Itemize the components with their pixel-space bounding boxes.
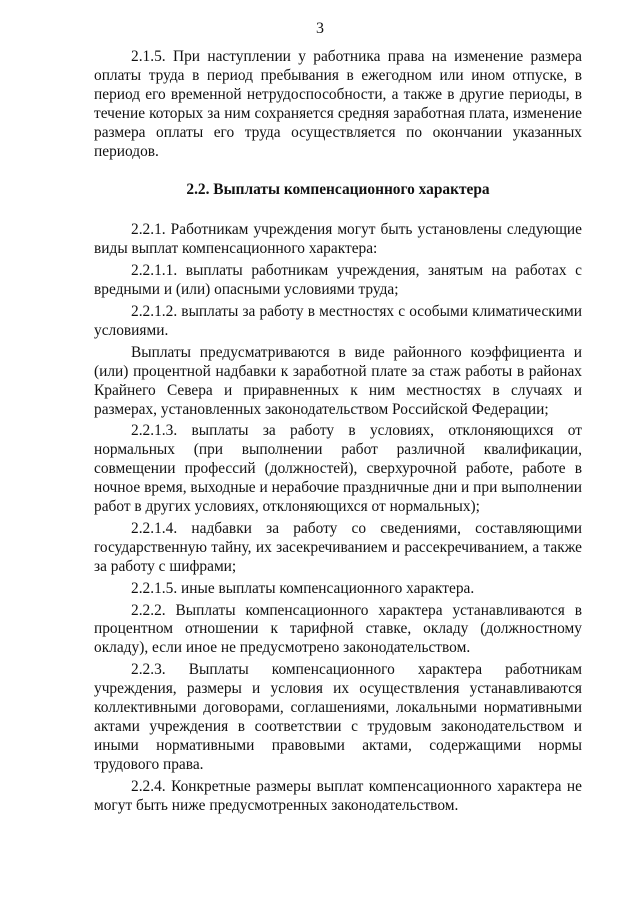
paragraph-2-2-1-4: 2.2.1.4. надбавки за работу со сведениями, составляющими государственную тайну, их засекречиванием и рассекречиванием, а также за работу с шифрами; — [94, 519, 582, 575]
paragraph-2-2-4: 2.2.4. Конкретные размеры выплат компенсационного характера не могут быть ниже предусмотренных законодательством. — [94, 777, 582, 814]
paragraph-2-2-1-3: 2.2.1.3. выплаты за работу в условиях, отклоняющихся от нормальных (при выполнении работ различной квалификации, совмещении профессий (должностей), сверхурочной работе, работе в ночное время, выходные и нерабочие праздничные дни и при выполнении работ в других условиях, отклоняющихся от нормальных); — [94, 422, 582, 516]
page-number: 3 — [316, 20, 324, 37]
paragraph-2-2-1-1: 2.2.1.1. выплаты работникам учреждения, занятым на работах с вредными и (или) опасными условиями труда; — [94, 262, 582, 299]
paragraph-regional-coefficient: Выплаты предусматриваются в виде районного коэффициента и (или) процентной надбавки к заработной плате за стаж работы в районах Крайнего Севера и приравненных к ним местностях в случаях и размерах, установленных законодательством Российской Федерации; — [94, 343, 582, 418]
paragraph-2-2-1-2: 2.2.1.2. выплаты за работу в местностях с особыми климатическими условиями. — [94, 302, 582, 339]
paragraph-2-2-1: 2.2.1. Работникам учреждения могут быть установлены следующие виды выплат компенсационного характера: — [94, 221, 582, 258]
section-title: 2.2. Выплаты компенсационного характера — [186, 181, 490, 199]
document-body — [94, 48, 582, 819]
paragraph-2-1-5: 2.1.5. При наступлении у работника права на изменение размера оплаты труда в период пребывания в ежегодном или ином отпуске, в период его временной нетрудоспособности, а также в другие периоды, в течение которых за ним сохраняется средняя заработная плата, изменение размера оплаты его труда осуществляется по окончании указанных периодов. — [94, 48, 582, 160]
paragraph-2-2-2: 2.2.2. Выплаты компенсационного характера устанавливаются в процентном отношении к тарифной ставке, окладу (должностному окладу), если иное не предусмотрено законодательством. — [94, 601, 582, 657]
paragraph-2-2-1-5: 2.2.1.5. иные выплаты компенсационного характера. — [131, 579, 475, 597]
paragraph-2-2-3: 2.2.3. Выплаты компенсационного характера работникам учреждения, размеры и условия их осуществления устанавливаются коллективными договорами, соглашениями, локальными нормативными актами учреждения в соответствии с трудовым законодательством и иными нормативными правовыми актами, содержащими нормы трудового права. — [94, 661, 582, 773]
